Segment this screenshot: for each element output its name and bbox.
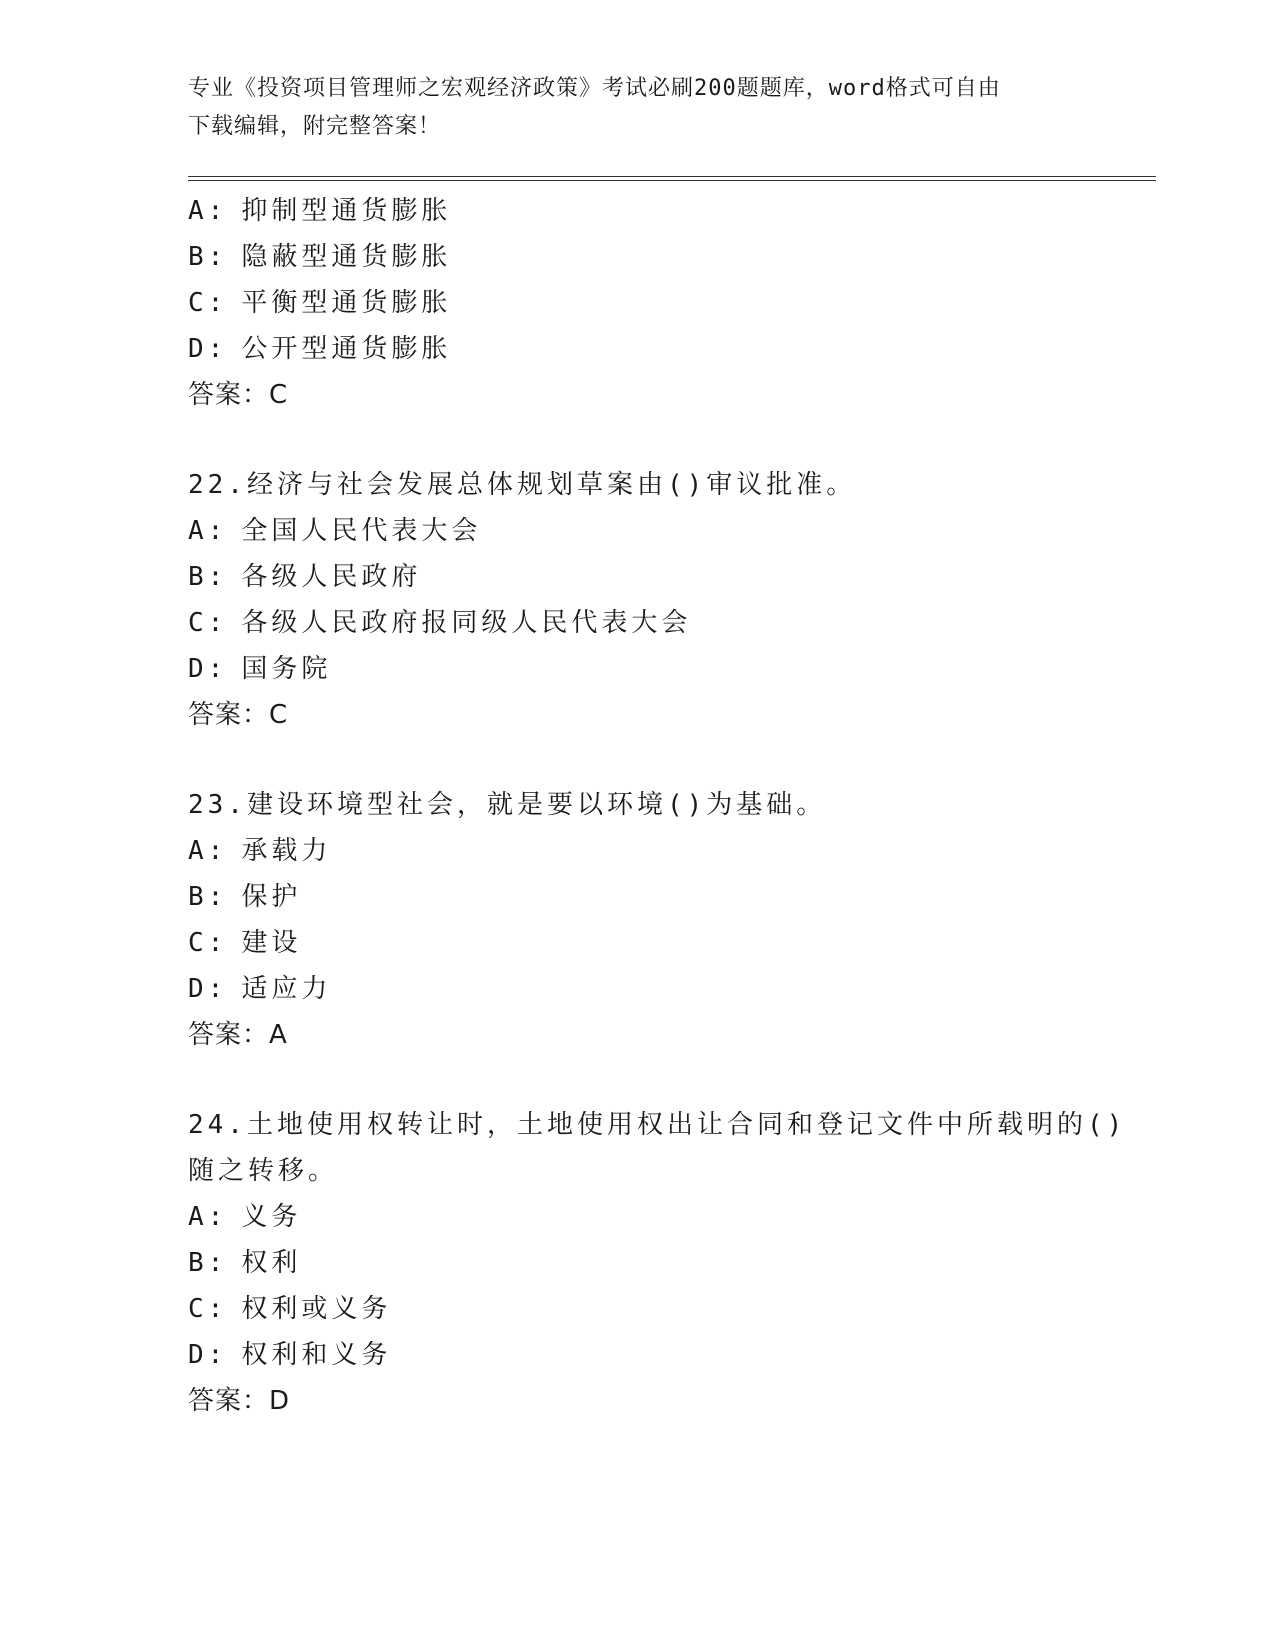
option-c: C: 平衡型通货膨胀: [188, 288, 452, 318]
option-d: D: 适应力: [188, 974, 332, 1004]
option-b: B: 隐蔽型通货膨胀: [188, 242, 452, 272]
option-c: C: 权利或义务: [188, 1294, 392, 1324]
question-title: 22.经济与社会发展总体规划草案由()审议批准。: [188, 470, 857, 500]
answer-line: 答案：C: [188, 700, 289, 730]
document-header: [188, 70, 1068, 146]
option-b: B: 保护: [188, 882, 302, 912]
option-d: D: 公开型通货膨胀: [188, 334, 452, 364]
answer-line: 答案：D: [188, 1386, 291, 1416]
header-divider: [188, 176, 1156, 181]
question-title-line-2: 随之转移。: [188, 1156, 339, 1186]
option-a: A: 义务: [188, 1202, 302, 1232]
question-22: [188, 462, 1108, 738]
option-a: A: 抑制型通货膨胀: [188, 196, 452, 226]
question-24: [188, 1102, 1127, 1424]
option-c: C: 建设: [188, 928, 302, 958]
header-line-2: 下载编辑，附完整答案！: [188, 114, 442, 139]
question-list: [188, 188, 1127, 1424]
option-b: B: 各级人民政府: [188, 562, 422, 592]
option-b: B: 权利: [188, 1248, 302, 1278]
option-a: A: 承载力: [188, 836, 332, 866]
answer-line: 答案：C: [188, 380, 289, 410]
option-a: A: 全国人民代表大会: [188, 516, 482, 546]
question-title: 23.建设环境型社会，就是要以环境()为基础。: [188, 790, 827, 820]
header-line-1: 专业《投资项目管理师之宏观经济政策》考试必刷200题题库，word格式可自由: [188, 76, 1001, 101]
question-title-line-1: 24.土地使用权转让时，土地使用权出让合同和登记文件中所载明的(): [188, 1110, 1127, 1140]
option-c: C: 各级人民政府报同级人民代表大会: [188, 608, 692, 638]
question-23: [188, 782, 1108, 1058]
question-21-continued: [188, 188, 1108, 418]
option-d: D: 权利和义务: [188, 1340, 392, 1370]
answer-line: 答案：A: [188, 1020, 288, 1050]
option-d: D: 国务院: [188, 654, 332, 684]
